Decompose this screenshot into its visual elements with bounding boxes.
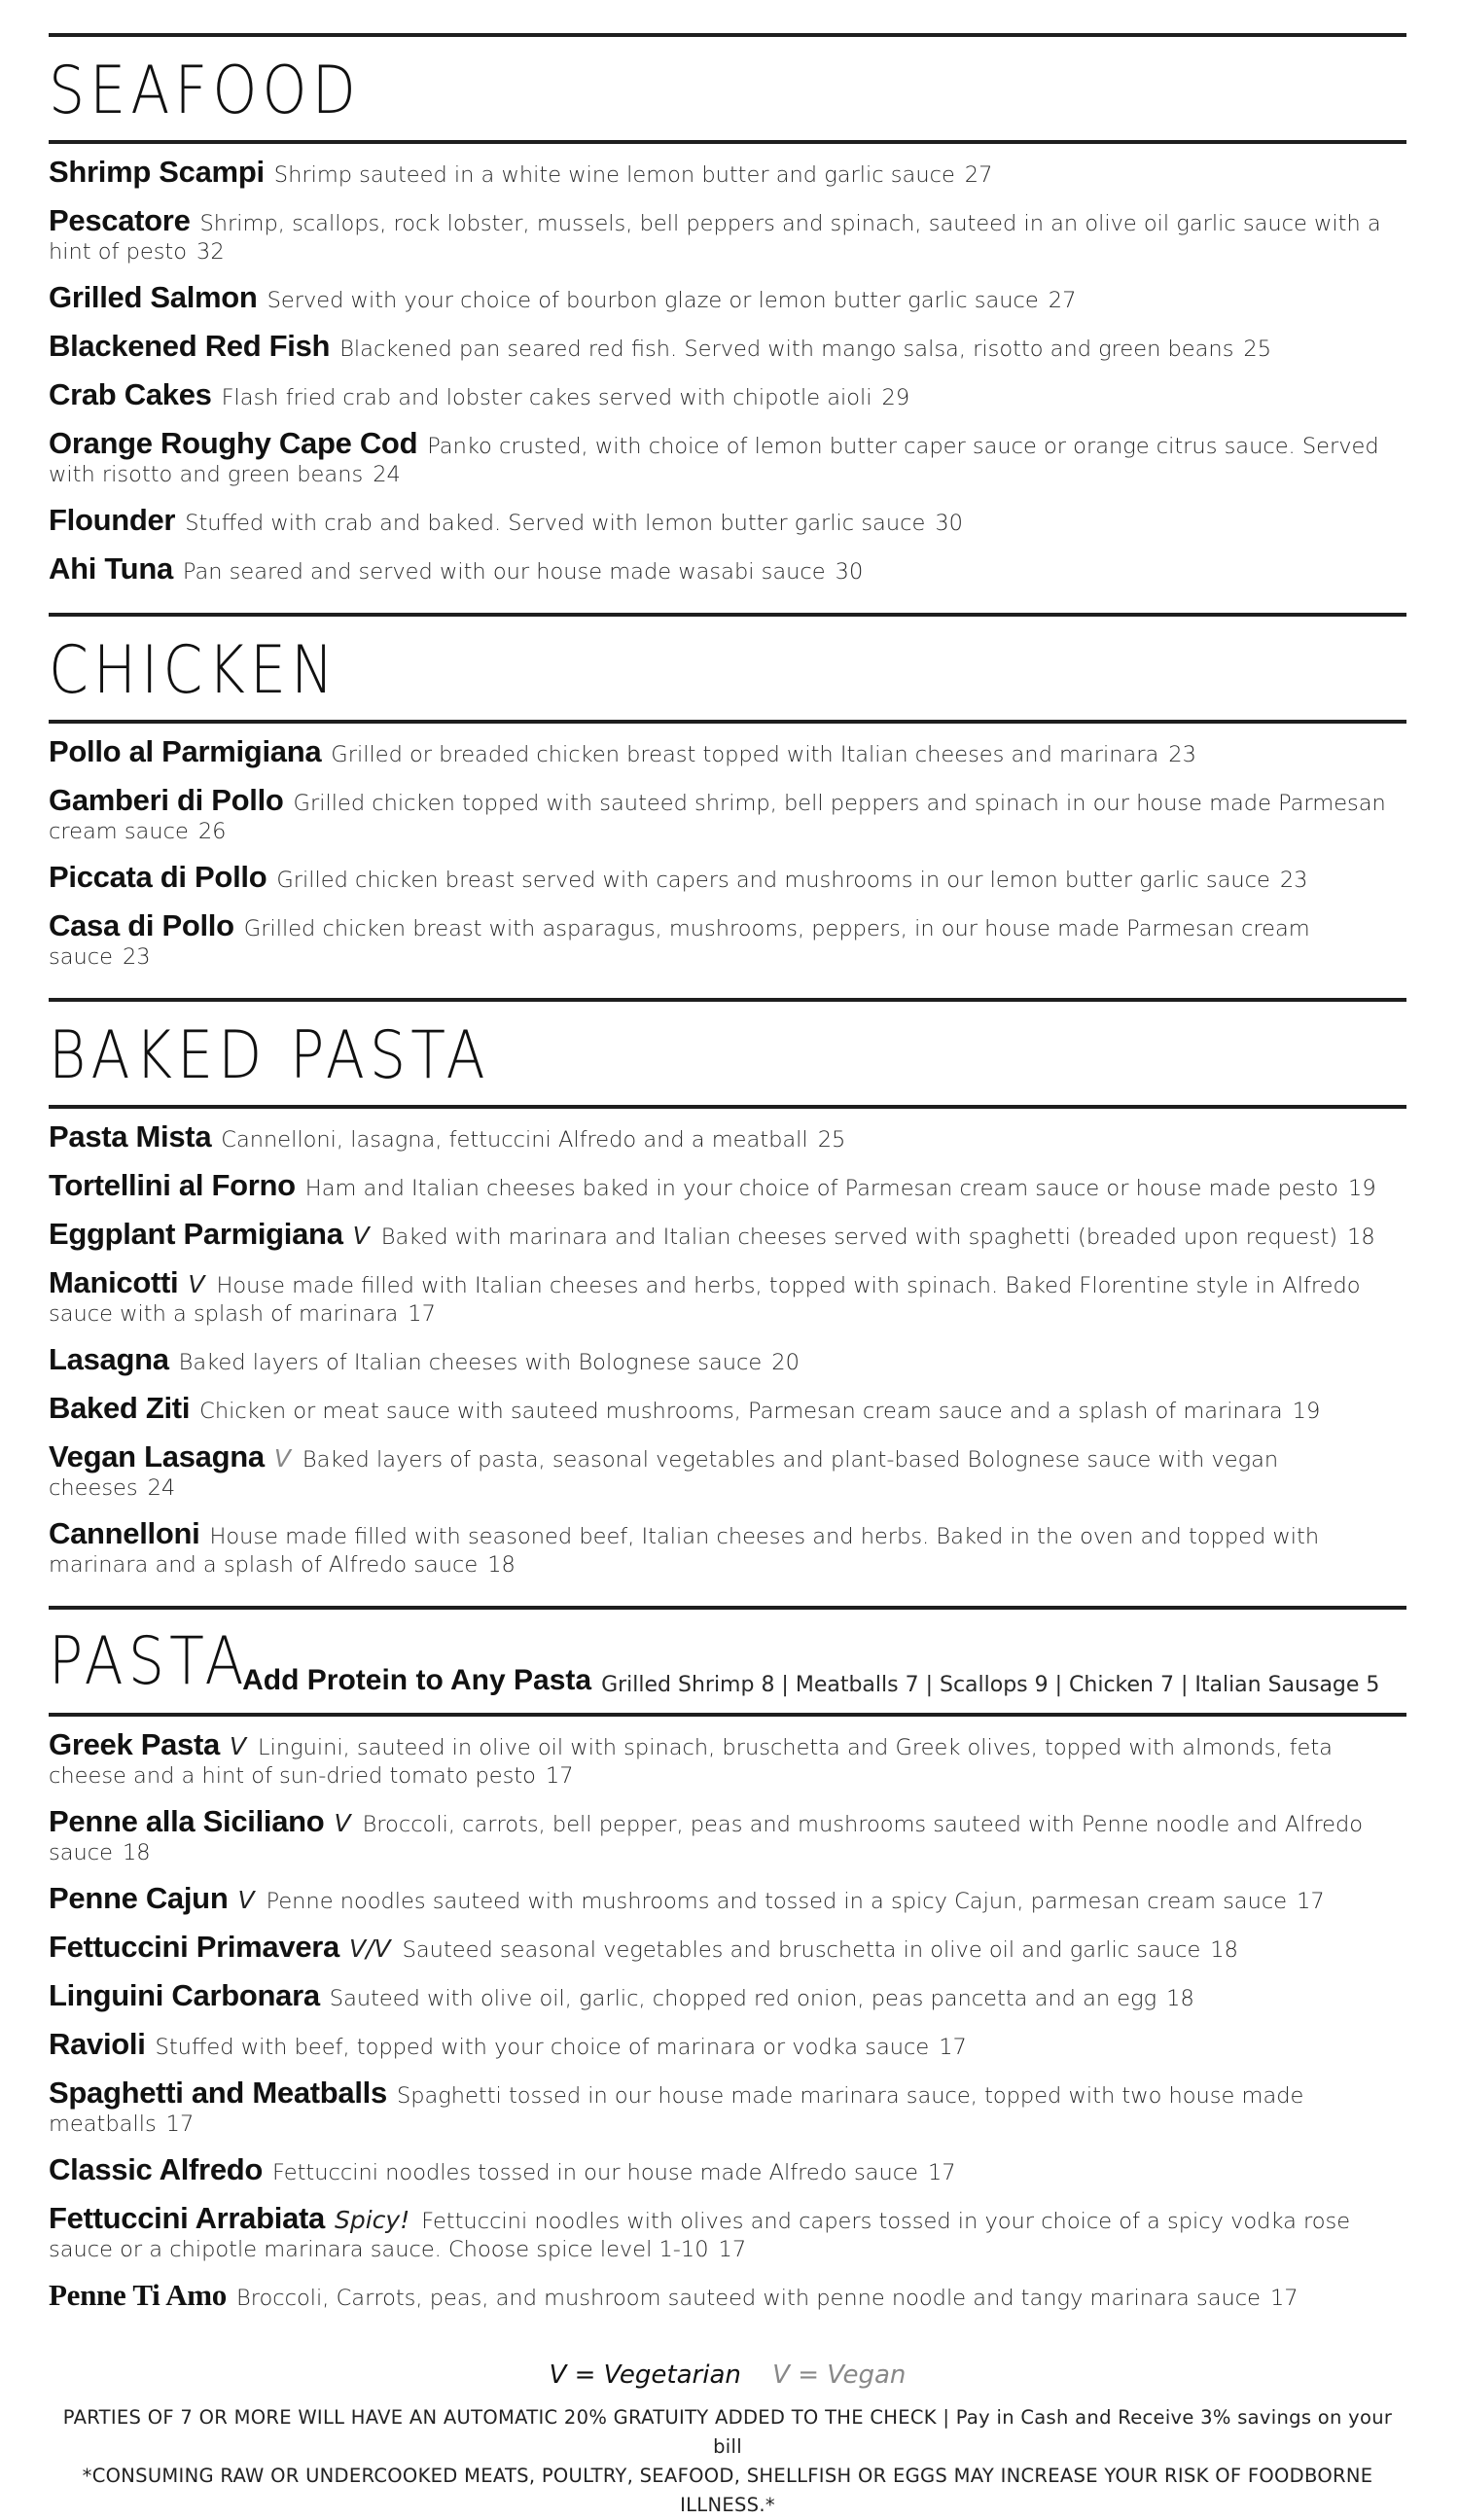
menu-item-description: Broccoli, carrots, bell pepper, peas and mushrooms sauteed with Penne noodle and Alfredo sauce	[49, 1812, 1364, 1865]
menu-item-description: Baked layers of Italian cheeses with Bolognese sauce	[178, 1350, 763, 1375]
add-protein-list: Grilled Shrimp 8 | Meatballs 7 | Scallops 9 | Chicken 7 | Italian Sausage 5	[601, 1673, 1380, 1697]
menu-item	[49, 1930, 1406, 1965]
section-header	[49, 617, 1406, 720]
menu-item-name: Spaghetti and Meatballs	[49, 2076, 387, 2110]
menu-item-price: 23	[1168, 742, 1196, 767]
section-title-pasta: PASTA	[49, 1623, 249, 1700]
menu-item-price: 18	[1210, 1937, 1238, 1963]
menu-item-price: 24	[147, 1475, 176, 1501]
menu-item	[49, 783, 1406, 846]
menu-item	[49, 1439, 1406, 1503]
menu-item-description: Shrimp sauteed in a white wine lemon butter and garlic sauce	[273, 162, 955, 188]
menu-item-name: Shrimp Scampi	[49, 155, 265, 189]
menu-item	[49, 908, 1406, 972]
menu-item-diet-tag: V	[229, 1732, 247, 1760]
menu-item	[49, 1265, 1406, 1329]
menu-item-price: 17	[927, 2160, 956, 2185]
menu-item-name: Classic Alfredo	[49, 2152, 264, 2186]
menu-item-price: 23	[1279, 868, 1308, 893]
menu-item-diet-tag: V	[334, 1809, 351, 1837]
section-title-chicken: CHICKEN	[49, 632, 339, 709]
food-safety-notice: *CONSUMING RAW OR UNDERCOOKED MEATS, POULTRY, SEAFOOD, SHELLFISH OR EGGS MAY INCREASE YOUR RISK OF FOODBORNE ILLNESS.*	[82, 2465, 1373, 2516]
menu-item-price: 32	[196, 239, 225, 265]
menu-item-name: Pescatore	[49, 203, 191, 237]
menu-item-name: Baked Ziti	[49, 1391, 191, 1425]
menu-item-description: Broccoli, Carrots, peas, and mushroom sauteed with penne noodle and tangy marinara sauce	[236, 2286, 1261, 2311]
menu-item	[49, 1516, 1406, 1579]
footer-notes	[49, 2403, 1406, 2520]
menu-item-description: House made filled with Italian cheeses and herbs, topped with spinach. Baked Florentine style in Alfredo sauce with a splash of marinara	[49, 1273, 1361, 1327]
menu-item-name: Gamberi di Pollo	[49, 783, 284, 817]
menu-item-price: 30	[935, 511, 963, 536]
menu-item	[49, 503, 1406, 538]
menu-item-price: 23	[122, 944, 151, 970]
menu-item-price: 29	[881, 385, 910, 410]
menu-item-price: 19	[1348, 1176, 1376, 1201]
menu-item-price: 25	[1243, 337, 1272, 362]
menu-item-name: Vegan Lasagna	[49, 1439, 265, 1473]
menu-item-description: Baked layers of pasta, seasonal vegetables and plant-based Bolognese sauce with vegan cheeses	[49, 1447, 1279, 1501]
menu-item-diet-tag: V/V	[348, 1934, 391, 1963]
menu-item-diet-tag: V	[352, 1222, 370, 1250]
section-seafood	[49, 144, 1406, 613]
menu-item-description: Baked with marinara and Italian cheeses served with spaghetti (breaded upon request)	[380, 1225, 1338, 1250]
menu-item	[49, 377, 1406, 412]
menu-item-description: Sauteed seasonal vegetables and bruschetta in olive oil and garlic sauce	[402, 1937, 1201, 1963]
menu-item-name: Penne Ti Amo	[49, 2278, 228, 2312]
menu-item	[49, 1881, 1406, 1916]
menu-item-diet-tag: Spicy!	[334, 2206, 410, 2234]
menu-item	[49, 1727, 1406, 1791]
menu-item-name: Linguini Carbonara	[49, 1978, 320, 2012]
menu-item	[49, 280, 1406, 315]
menu-item	[49, 203, 1406, 266]
menu-item-name: Tortellini al Forno	[49, 1168, 296, 1202]
menu-item-description: Shrimp, scallops, rock lobster, mussels, bell peppers and spinach, sauteed in an olive oil garlic sauce with a hint of pesto	[49, 211, 1381, 265]
menu-item-description: Flash fried crab and lobster cakes served with chipotle aioli	[221, 385, 872, 410]
menu-item	[49, 860, 1406, 895]
menu-item-description: Served with your choice of bourbon glaze or lemon butter garlic sauce	[267, 288, 1039, 313]
menu-item-description: Fettuccini noodles with olives and capers tossed in your choice of a spicy vodka rose sauce or a chipotle marinara sauce. Choose spice level 1-10	[49, 2209, 1351, 2262]
menu-item-price: 30	[835, 559, 864, 585]
menu-item-description: Stuffed with crab and baked. Served with lemon butter garlic sauce	[185, 511, 926, 536]
menu-item-description: Stuffed with beef, topped with your choice of marinara or vodka sauce	[155, 2035, 930, 2060]
menu-item	[49, 1391, 1406, 1426]
menu-item-description: House made filled with seasoned beef, Italian cheeses and herbs. Baked in the oven and topped with marinara and a splash of Alfredo sauce	[49, 1524, 1320, 1578]
menu-item-name: Orange Roughy Cape Cod	[49, 426, 418, 460]
menu-item-name: Fettuccini Primavera	[49, 1930, 339, 1964]
menu-item-description: Panko crusted, with choice of lemon butter caper sauce or orange citrus sauce. Served with risotto and green beans	[49, 434, 1379, 487]
menu-item-price: 18	[487, 1552, 516, 1578]
menu-item-name: Ahi Tuna	[49, 551, 173, 586]
legend-vegetarian: V = Vegetarian	[549, 2360, 741, 2390]
menu-item-price: 26	[197, 819, 227, 844]
menu-item-description: Penne noodles sauteed with mushrooms and tossed in a spicy Cajun, parmesan cream sauce	[266, 1889, 1288, 1914]
menu-item-name: Flounder	[49, 503, 176, 537]
menu-item-description: Cannelloni, lasagna, fettuccini Alfredo and a meatball	[221, 1127, 808, 1153]
menu-item-description: Spaghetti tossed in our house made marinara sauce, topped with two house made meatballs	[49, 2083, 1304, 2137]
menu-item-price: 20	[771, 1350, 800, 1375]
dietary-legend	[49, 2360, 1406, 2390]
menu-item	[49, 1342, 1406, 1377]
menu-item-price: 27	[964, 162, 993, 188]
menu-item-name: Grilled Salmon	[49, 280, 258, 314]
menu-item-name: Casa di Pollo	[49, 908, 234, 942]
menu-item	[49, 734, 1406, 769]
section-header	[49, 37, 1406, 140]
add-protein-title: Add Protein to Any Pasta	[242, 1664, 592, 1696]
menu-item-price: 18	[1347, 1225, 1375, 1250]
menu-item-price: 17	[165, 2112, 195, 2137]
section-pasta	[49, 1717, 1406, 2339]
menu-item	[49, 1119, 1406, 1154]
menu-item	[49, 551, 1406, 586]
menu-item-name: Blackened Red Fish	[49, 329, 331, 363]
menu-item-name: Greek Pasta	[49, 1727, 220, 1761]
menu-item-name: Pollo al Parmigiana	[49, 734, 322, 768]
menu-item-name: Pasta Mista	[49, 1119, 212, 1154]
section-baked-pasta	[49, 1109, 1406, 1606]
menu-item-price: 18	[122, 1840, 151, 1865]
menu-item-name: Piccata di Pollo	[49, 860, 267, 894]
legend-vegan: V = Vegan	[772, 2360, 907, 2390]
menu-item-name: Penne Cajun	[49, 1881, 229, 1915]
menu-item-price: 17	[408, 1301, 436, 1327]
menu-item-description: Fettuccini noodles tossed in our house made Alfredo sauce	[272, 2160, 918, 2185]
menu-item	[49, 2201, 1406, 2264]
menu-item-price: 18	[1166, 1986, 1194, 2011]
menu-item-description: Grilled chicken topped with sauteed shrimp, bell peppers and spinach in our house made Parmesan cream sauce	[49, 791, 1386, 844]
menu-item-name: Penne alla Siciliano	[49, 1804, 325, 1838]
menu-item-description: Chicken or meat sauce with sauteed mushrooms, Parmesan cream sauce and a splash of marinara	[199, 1399, 1283, 1424]
menu-item-description: Grilled chicken breast served with capers and mushrooms in our lemon butter garlic sauce	[276, 868, 1270, 893]
menu-item-price: 17	[1269, 2286, 1299, 2311]
menu-item-name: Cannelloni	[49, 1516, 200, 1550]
menu-item	[49, 329, 1406, 364]
menu-item-price: 19	[1292, 1399, 1321, 1424]
section-header	[49, 1002, 1406, 1105]
menu-item-description: Grilled or breaded chicken breast topped with Italian cheeses and marinara	[331, 742, 1159, 767]
menu-item	[49, 1217, 1406, 1252]
menu-item-description: Grilled chicken breast with asparagus, mushrooms, peppers, in our house made Parmesan cream sauce	[49, 916, 1310, 970]
menu-item-name: Eggplant Parmigiana	[49, 1217, 343, 1251]
menu-item	[49, 426, 1406, 489]
menu-item	[49, 155, 1406, 190]
menu-item-description: Blackened pan seared red fish. Served with mango salsa, risotto and green beans	[339, 337, 1234, 362]
menu-item-price: 17	[545, 1763, 574, 1789]
menu-page	[49, 33, 1406, 2520]
section-header	[49, 1610, 1406, 1713]
menu-item-name: Manicotti	[49, 1265, 179, 1299]
menu-item-price: 17	[1297, 1889, 1325, 1914]
menu-item-name: Crab Cakes	[49, 377, 212, 411]
menu-item	[49, 2152, 1406, 2187]
menu-item	[49, 2078, 1406, 2139]
menu-item-description: Linguini, sauteed in olive oil with spinach, bruschetta and Greek olives, topped with almonds, feta cheese and a hint of sun-dried tomato pesto	[49, 1735, 1333, 1789]
menu-item	[49, 1804, 1406, 1867]
menu-item-price: 27	[1048, 288, 1077, 313]
menu-item	[49, 1168, 1406, 1203]
menu-item-description: Pan seared and served with our house made wasabi sauce	[182, 559, 826, 585]
menu-item-diet-tag: V	[237, 1886, 255, 1914]
section-chicken	[49, 724, 1406, 998]
menu-item-name: Ravioli	[49, 2027, 146, 2061]
menu-item	[49, 1978, 1406, 2013]
menu-item-price: 24	[373, 462, 401, 487]
menu-item-name: Fettuccini Arrabiata	[49, 2201, 325, 2235]
menu-item-name: Lasagna	[49, 1342, 169, 1376]
section-title-seafood: SEAFOOD	[49, 53, 361, 129]
section-title-baked-pasta: BAKED PASTA	[49, 1017, 490, 1094]
menu-item-price: 25	[817, 1127, 846, 1153]
menu-item-price: 17	[939, 2035, 967, 2060]
menu-item-diet-tag: V	[273, 1444, 291, 1473]
menu-item-description: Sauteed with olive oil, garlic, chopped red onion, peas pancetta and an egg	[329, 1986, 1157, 2011]
menu-item-price: 17	[718, 2237, 747, 2262]
gratuity-notice: PARTIES OF 7 OR MORE WILL HAVE AN AUTOMATIC 20% GRATUITY ADDED TO THE CHECK | Pay in Cash and Receive 3% savings on your bill	[62, 2406, 1393, 2458]
menu-item-diet-tag: V	[188, 1270, 205, 1298]
menu-item-description: Ham and Italian cheeses baked in your choice of Parmesan cream sauce or house made pesto	[304, 1176, 1339, 1201]
menu-item	[49, 2027, 1406, 2062]
